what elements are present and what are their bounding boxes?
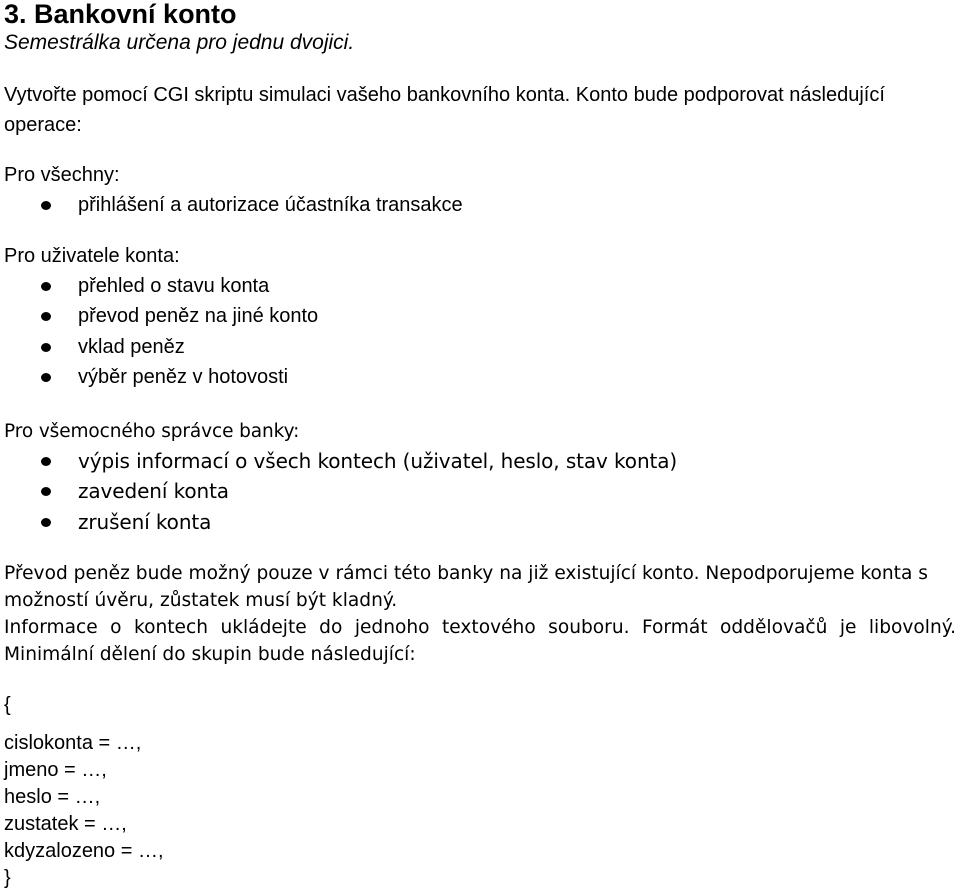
list-item: přehled o stavu konta [4, 271, 956, 302]
section-label-admin: Pro všemocného správce banky: [4, 420, 300, 442]
bullet-icon [41, 457, 51, 466]
list-item: výběr peněz v hotovosti [4, 362, 956, 393]
record-field: zustatek = …, [4, 813, 127, 835]
list-item: zavedení konta [4, 476, 956, 507]
bullet-icon [41, 518, 51, 527]
notes-paragraph-transfer: Převod peněz bude možný pouze v rámci této banky na již existující konto. Nepodporujeme konta s možností úvěru, zůstatek musí být kladný. [4, 563, 928, 611]
brace-close: } [4, 867, 11, 889]
list-item: zrušení konta [4, 507, 956, 538]
intro-paragraph: Vytvořte pomocí CGI skriptu simulaci vašeho bankovního konta. Konto bude podporovat následující operace: [4, 84, 885, 136]
list-item: převod peněz na jiné konto [4, 301, 956, 332]
list-admin [4, 446, 956, 538]
record-field: cislokonta = …, [4, 732, 142, 754]
record-field: heslo = …, [4, 786, 101, 808]
list-users [4, 271, 956, 393]
record-field: kdyzalozeno = …, [4, 840, 164, 862]
list-item: vklad peněz [4, 332, 956, 363]
record-field: jmeno = …, [4, 759, 107, 781]
document-page [4, 0, 956, 892]
bullet-icon [41, 373, 51, 382]
bullet-icon [41, 487, 51, 496]
section-label-users: Pro uživatele konta: [4, 244, 180, 267]
section-label-all: Pro všechny: [4, 164, 120, 186]
bullet-icon [41, 312, 51, 321]
bullet-icon [41, 343, 51, 352]
list-all [4, 190, 956, 221]
bullet-icon [41, 282, 51, 291]
notes-paragraph-storage: Informace o kontech ukládejte do jednoho textového souboru. Formát oddělovačů je libovolný. Minimální dělení do skupin bude následující: [4, 617, 956, 665]
record-structure [4, 692, 956, 892]
page-subtitle: Semestrálka určena pro jednu dvojici. [4, 31, 355, 54]
brace-open: { [4, 694, 11, 716]
page-title: 3. Bankovní konto [4, 0, 237, 29]
list-item: přihlášení a autorizace účastníka transakce [4, 190, 956, 221]
bullet-icon [41, 201, 51, 210]
notes-block [4, 560, 956, 668]
list-item: výpis informací o všech kontech (uživatel, heslo, stav konta) [4, 446, 956, 477]
